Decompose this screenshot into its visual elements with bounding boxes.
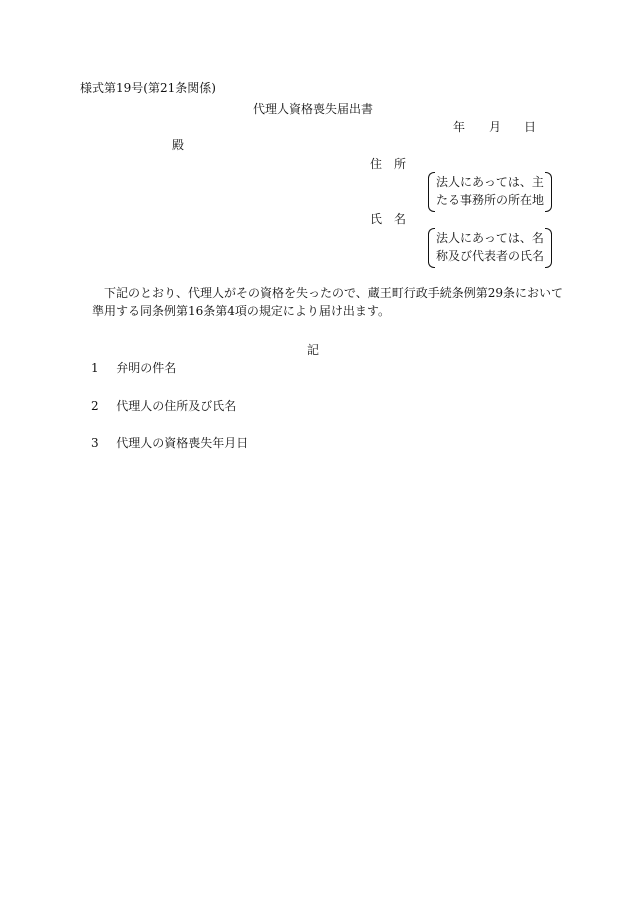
right-bracket xyxy=(545,228,552,268)
item-number: 3 xyxy=(91,436,99,450)
left-bracket xyxy=(428,172,435,212)
list-item xyxy=(91,398,236,414)
left-bracket xyxy=(428,228,435,268)
name-label: 氏 名 xyxy=(370,212,407,226)
body-line-2: 準用する同条例第16条第4項の規定により届け出ます。 xyxy=(92,304,390,318)
address-note-line2: たる事務所の所在地 xyxy=(436,193,545,207)
name-note-bracket xyxy=(428,228,552,268)
item-text: 代理人の住所及び氏名 xyxy=(116,399,237,413)
body-line-1: 下記のとおり、代理人がその資格を失ったので、蔵王町行政手続条例第29条において xyxy=(104,286,564,300)
item-number: 1 xyxy=(91,361,99,375)
item-number: 2 xyxy=(91,399,99,413)
date-month: 月 xyxy=(489,120,502,134)
item-text: 弁明の件名 xyxy=(116,361,177,375)
address-note-line1: 法人にあっては、主 xyxy=(436,175,544,189)
item-text: 代理人の資格喪失年月日 xyxy=(116,436,249,450)
list-item xyxy=(91,435,248,451)
date-year: 年 xyxy=(453,120,466,134)
ki-heading: 記 xyxy=(307,343,320,357)
date-day: 日 xyxy=(524,120,537,134)
address-note-bracket xyxy=(428,172,552,212)
name-note-line2: 称及び代表者の氏名 xyxy=(436,249,545,263)
addressee-suffix: 殿 xyxy=(172,138,185,152)
list-item xyxy=(91,360,176,376)
right-bracket xyxy=(545,172,552,212)
name-note-line1: 法人にあっては、名 xyxy=(436,231,544,245)
form-number: 様式第19号(第21条関係) xyxy=(80,81,216,95)
address-label: 住 所 xyxy=(370,157,407,171)
document-title: 代理人資格喪失届出書 xyxy=(253,102,374,116)
